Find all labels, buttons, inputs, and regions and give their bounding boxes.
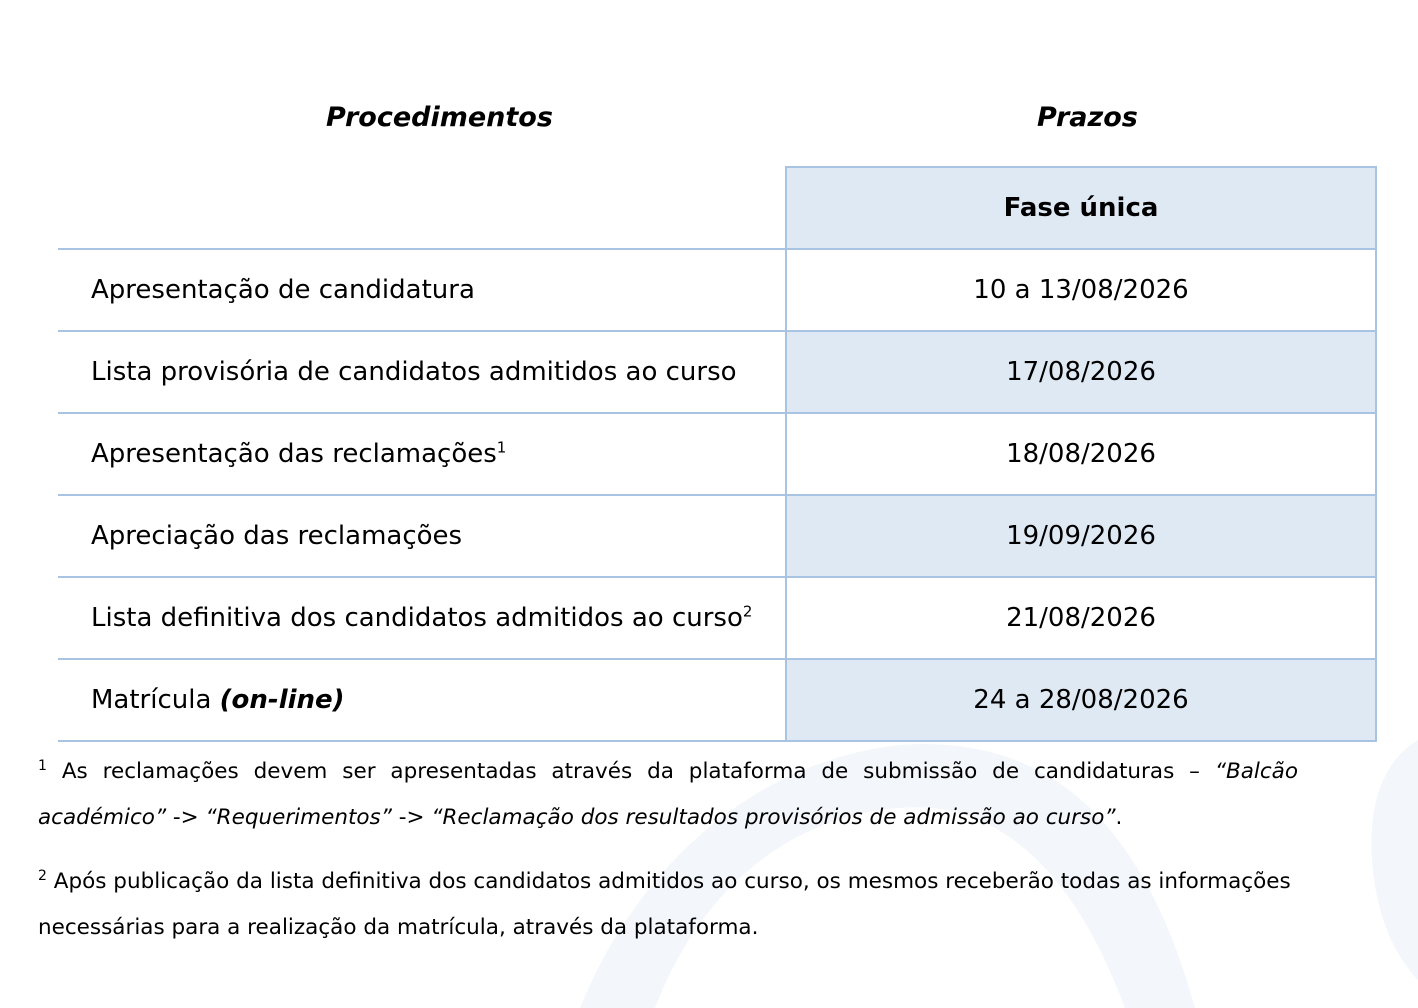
procedure-cell [58,331,786,413]
date-cell: 17/08/2026 [786,331,1376,413]
table-row [58,659,1376,741]
footnote-text-end: . [1115,805,1123,830]
footnote-text: Após publicação da lista definitiva dos candidatos admitidos ao curso, os mesmos receberão todas as informações necessárias para a realização da matrícula, através da plataforma. [38,869,1291,940]
empty-header-cell [58,167,786,249]
procedure-text: Apresentação de candidatura [91,275,475,305]
procedures-column-heading: Procedimentos [326,102,553,133]
phase-header-cell: Fase única [786,167,1376,249]
schedule-table [58,166,1377,742]
footnote-separator: -> [166,805,206,830]
date-cell: 18/08/2026 [786,413,1376,495]
procedure-text: Lista provisória de candidatos admitidos ao curso [91,357,737,387]
footnote-marker: 1 [38,757,47,774]
footnote-quote: “Balcão académico” [38,759,1298,830]
date-cell: 10 a 13/08/2026 [786,249,1376,331]
footnote-ref[interactable]: 2 [742,602,753,621]
procedure-cell [58,413,786,495]
footnote-marker: 2 [38,867,47,884]
footnote-quote: “Reclamação dos resultados provisórios de admissão ao curso” [431,805,1116,830]
procedure-emphasis: (on-line) [219,685,345,715]
procedure-text: Apresentação das reclamações [91,439,497,469]
footnote-1 [38,749,1298,841]
procedure-text: Apreciação das reclamações [91,521,463,551]
table-row [58,495,1376,577]
procedure-text: Matrícula [91,685,212,715]
footnote-text: As reclamações devem ser apresentadas através da plataforma de submissão de candidaturas – [61,759,1215,784]
date-cell: 24 a 28/08/2026 [786,659,1376,741]
footnote-ref[interactable]: 1 [496,438,507,457]
date-cell: 19/09/2026 [786,495,1376,577]
procedure-cell [58,495,786,577]
table-row [58,577,1376,659]
footnote-separator: -> [391,805,432,830]
table-row [58,413,1376,495]
table-header-row [58,167,1376,249]
procedure-cell [58,577,786,659]
table-row [58,249,1376,331]
footnote-2 [38,859,1298,951]
procedure-cell [58,659,786,741]
table-row [58,331,1376,413]
procedure-text: Lista definitiva dos candidatos admitidos ao curso [91,603,743,633]
procedure-cell [58,249,786,331]
deadlines-column-heading: Prazos [1037,102,1138,133]
footnote-quote: “Requerimentos” [205,805,392,830]
date-cell: 21/08/2026 [786,577,1376,659]
